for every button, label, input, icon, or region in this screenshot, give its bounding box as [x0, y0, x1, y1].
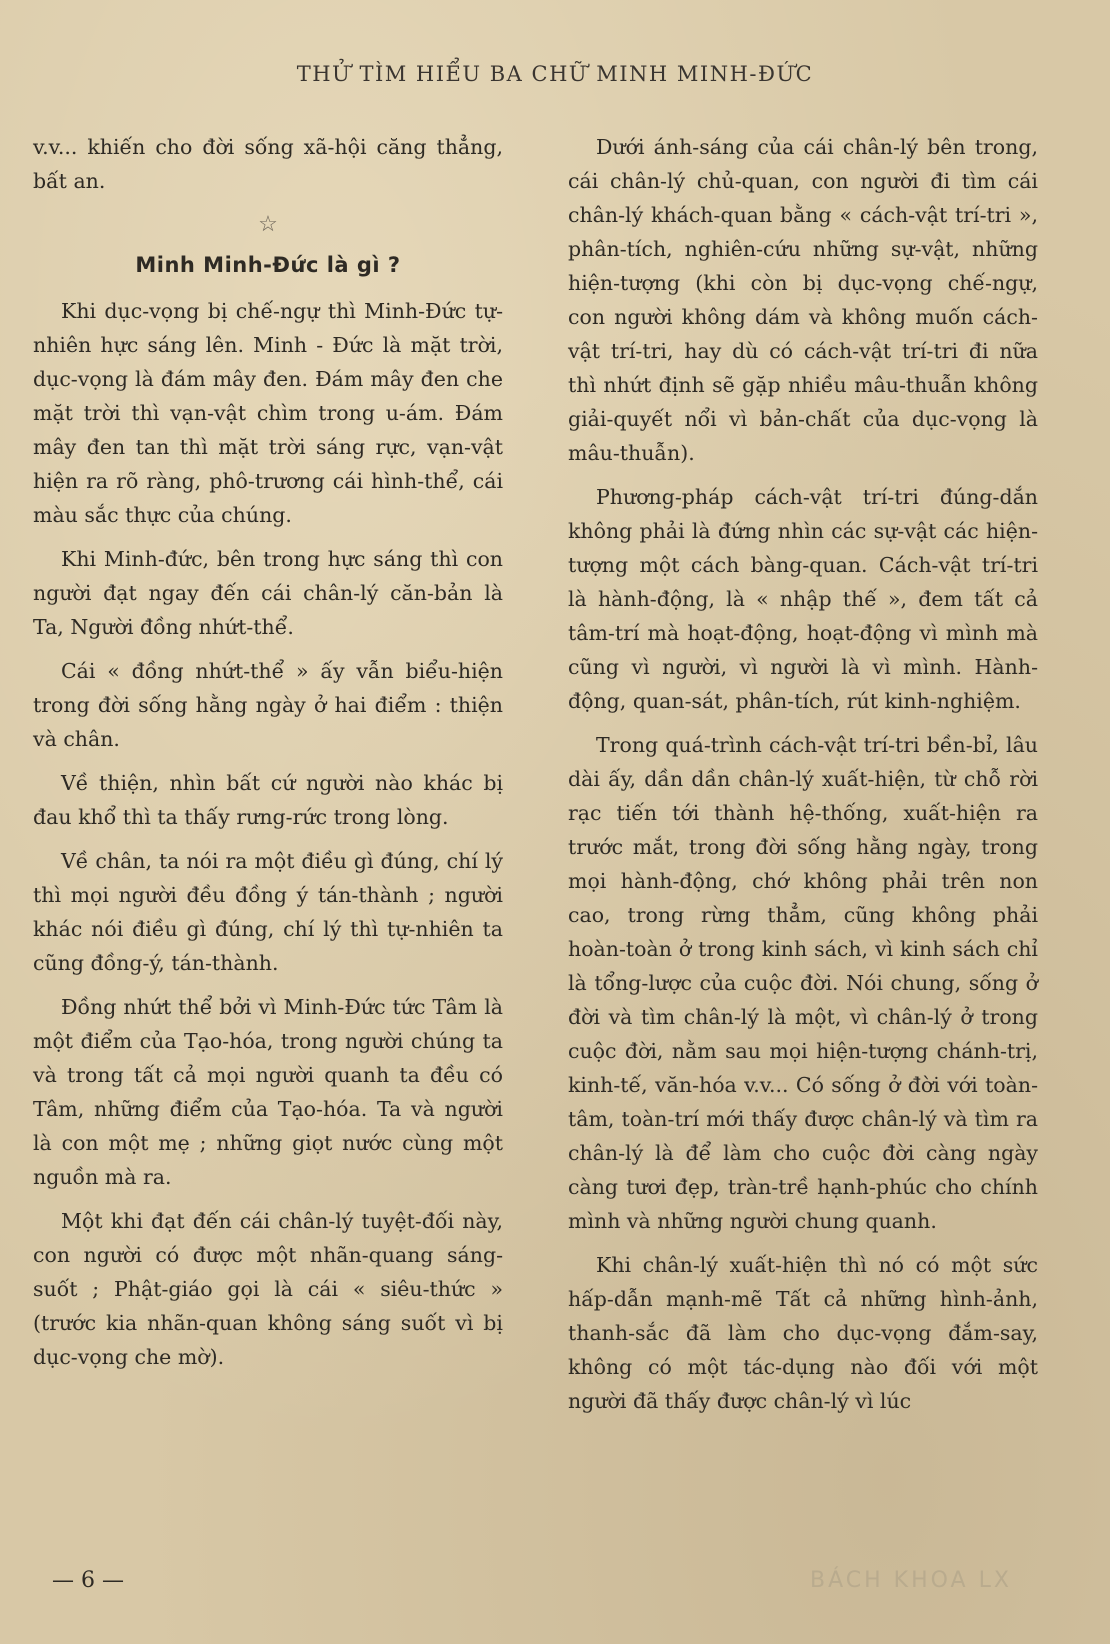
section-heading: Minh Minh-Đức là gì ?: [135, 253, 401, 277]
paragraph: Về chân, ta nói ra một điều gì đúng, chí lý thì mọi người đều đồng ý tán-thành ; người khác nói điều gì đúng, chí lý thì tự-nhiên ta cũng đồng-ý, tán-thành.: [33, 849, 503, 975]
intro-paragraph: v.v... khiến cho đời sống xã-hội căng thẳng, bất an.: [33, 135, 503, 193]
right-column: [568, 130, 1038, 1428]
paragraph: Khi chân-lý xuất-hiện thì nó có một sức hấp-dẫn mạnh-mẽ Tất cả những hình-ảnh, thanh-sắc đã làm cho dục-vọng đắm-say, không có một tác-dụng nào đối với một người đã thấy được chân-lý vì lúc: [568, 1253, 1038, 1413]
journal-name: BÁCH KHOA LX: [810, 1568, 1012, 1593]
paragraph: Khi dục-vọng bị chế-ngự thì Minh-Đức tự-nhiên hực sáng lên. Minh - Đức là mặt trời, dục-vọng là đám mây đen. Đám mây đen che mặt trời thì vạn-vật chìm trong u-ám. Đám mây đen tan thì mặt trời sáng rực, vạn-vật hiện ra rõ ràng, phô-trương cái hình-thể, cái màu sắc thực của chúng.: [33, 299, 503, 527]
page-number: — 6 —: [52, 1568, 124, 1593]
paragraph: Khi Minh-đức, bên trong hực sáng thì con người đạt ngay đến cái chân-lý căn-bản là Ta, Người đồng nhứt-thể.: [33, 547, 503, 639]
paragraph: Cái « đồng nhứt-thể » ấy vẫn biểu-hiện trong đời sống hằng ngày ở hai điểm : thiện và chân.: [33, 659, 503, 751]
paragraph: Phương-pháp cách-vật trí-tri đúng-dắn không phải là đứng nhìn các sự-vật các hiện-tượng một cách bàng-quan. Cách-vật trí-tri là hành-động, là « nhập thế », đem tất cả tâm-trí mà hoạt-động, hoạt-động vì mình mà cũng vì người, vì người là vì mình. Hành-động, quan-sát, phân-tích, rút kinh-nghiệm.: [568, 485, 1038, 713]
paragraph: Về thiện, nhìn bất cứ người nào khác bị đau khổ thì ta thấy rưng-rức trong lòng.: [33, 771, 503, 829]
star-icon: ☆: [258, 212, 278, 237]
paragraph: Một khi đạt đến cái chân-lý tuyệt-đối này, con người có được một nhãn-quang sáng-suốt ; Phật-giáo gọi là cái « siêu-thức » (trước kia nhãn-quan không sáng suốt vì bị dục-vọng che mờ).: [33, 1209, 503, 1369]
paragraph: Đồng nhứt thể bởi vì Minh-Đức tức Tâm là một điểm của Tạo-hóa, trong người chúng ta và trong tất cả mọi người quanh ta đều có Tâm, những điểm của Tạo-hóa. Ta và người là con một mẹ ; những giọt nước cùng một nguồn mà ra.: [33, 995, 503, 1189]
paragraph: Dưới ánh-sáng của cái chân-lý bên trong, cái chân-lý chủ-quan, con người đi tìm cái chân-lý khách-quan bằng « cách-vật trí-tri », phân-tích, nghiên-cứu những sự-vật, những hiện-tượng (khi còn bị dục-vọng chế-ngự, con người không dám và không muốn cách-vật trí-tri, hay dù có cách-vật trí-tri đi nữa thì nhứt định sẽ gặp nhiều mâu-thuẫn không giải-quyết nổi vì bản-chất của dục-vọng là mâu-thuẫn).: [568, 135, 1038, 465]
running-header: THỬ TÌM HIỂU BA CHỮ MINH MINH-ĐỨC: [296, 62, 814, 86]
left-column: [33, 130, 503, 1384]
paragraph: Trong quá-trình cách-vật trí-tri bền-bỉ, lâu dài ấy, dần dần chân-lý xuất-hiện, từ chỗ rời rạc tiến tới thành hệ-thống, xuất-hiện ra trước mắt, trong đời sống hằng ngày, trong mọi hành-động, chớ không phải trên non cao, trong rừng thẳm, cũng không phải hoàn-toàn ở trong kinh sách, vì kinh sách chỉ là tổng-lược của cuộc đời. Nói chung, sống ở đời và tìm chân-lý là một, vì chân-lý ở trong cuộc đời, nằm sau mọi hiện-tượng chánh-trị, kinh-tế, văn-hóa v.v... Có sống ở đời với toàn-tâm, toàn-trí mới thấy được chân-lý và tìm ra chân-lý là để làm cho cuộc đời càng ngày càng tươi đẹp, tràn-trề hạnh-phúc cho chính mình và những người chung quanh.: [568, 733, 1038, 1233]
